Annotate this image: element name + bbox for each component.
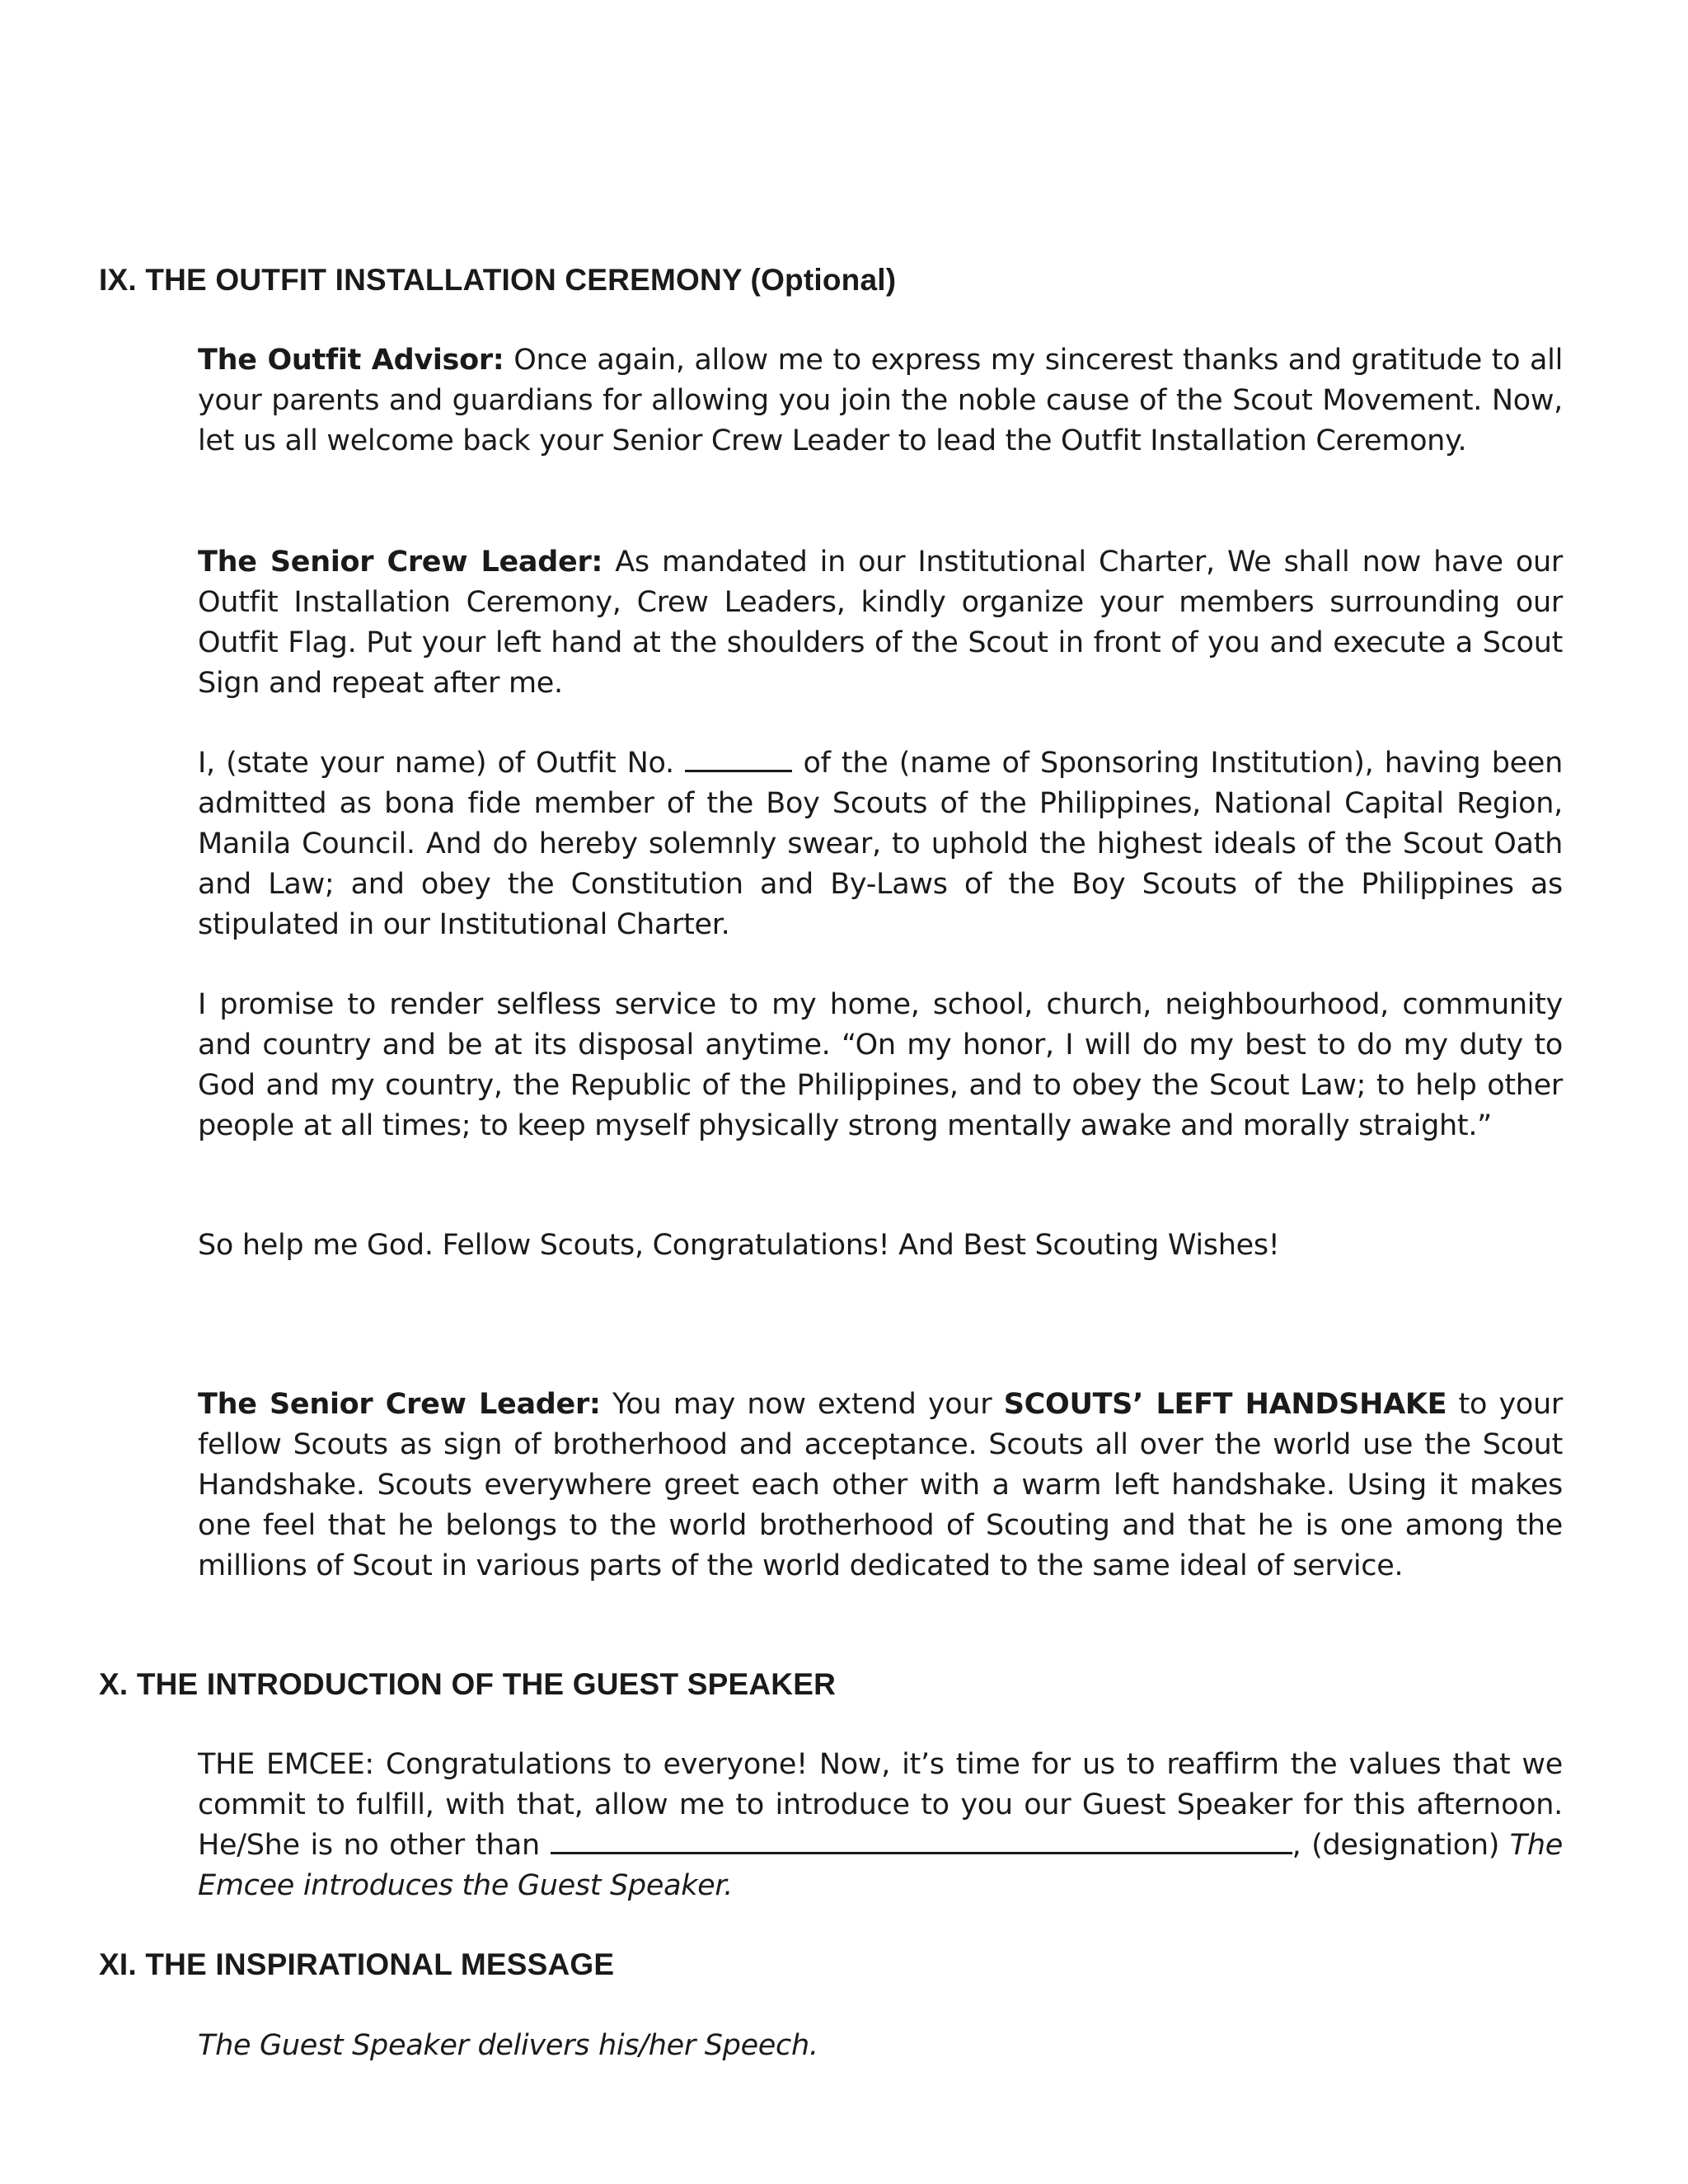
paragraph-text: to your fellow Scouts as sign of brotherhood and acceptance. Scouts all over the world use the Scout Handshake. Scouts everywhere greet each other with a warm left handshake. Using it makes one feel that he belongs to the world brotherhood of Scouting and that he is one among the millions of Scout in various parts of the world dedicated to the same ideal of service. (198, 1388, 1564, 1582)
closing-paragraph: So help me God. Fellow Scouts, Congratulations! And Best Scouting Wishes! (198, 1229, 1280, 1262)
emcee-paragraph (198, 1745, 1563, 1906)
outfit-advisor-paragraph (198, 340, 1563, 462)
promise-paragraph: I promise to render selfless service to my home, school, church, neighbourhood, community and country and be at its disposal anytime. “On my honor, I will do my best to do my duty to God and my country, the Republic of the Philippines, and to obey the Scout Law; to help other people at all times; to keep myself physically strong mentally awake and morally straight.” (198, 988, 1563, 1142)
senior-crew-leader-paragraph (198, 542, 1563, 704)
section-heading-ix: IX. THE OUTFIT INSTALLATION CEREMONY (Optional) (99, 263, 897, 297)
guest-speaker-name-blank (551, 1827, 1292, 1854)
outfit-number-blank (685, 745, 792, 772)
paragraph-text: THE EMCEE: Congratulations to everyone! Now, it’s time for us to reaffirm the values that we commit to fulfill, with that, allow me to introduce to you our Guest Speaker for this afternoon. He/She is no other than (198, 1748, 1563, 1862)
handshake-paragraph (198, 1385, 1563, 1586)
oath-paragraph (198, 743, 1563, 945)
handshake-emphasis: SCOUTS’ LEFT HANDSHAKE (1003, 1388, 1447, 1421)
speaker-label: The Senior Crew Leader: (198, 546, 603, 579)
paragraph-text: I, (state your name) of Outfit No. (198, 747, 686, 780)
guest-speech-direction: The Guest Speaker delivers his/her Speech. (198, 2029, 818, 2062)
section-heading-x: X. THE INTRODUCTION OF THE GUEST SPEAKER (99, 1667, 836, 1701)
paragraph-text: You may now extend your (600, 1388, 1004, 1421)
paragraph-text: , (designation) (1292, 1829, 1510, 1862)
paragraph-text: Once again, allow me to express my sincerest thanks and gratitude to all your parents and guardians for allowing you join the noble cause of the Scout Movement. Now, let us all welcome back your Senior Crew Leader to lead the Outfit Installation Ceremony. (198, 344, 1563, 457)
speaker-label: The Outfit Advisor: (198, 344, 504, 377)
stage-direction: The Emcee introduces the Guest Speaker. (198, 1829, 1563, 1902)
paragraph-text: of the (name of Sponsoring Institution), having been admitted as bona fide member of the Boy Scouts of the Philippines, National Capital Region, Manila Council. And do hereby solemnly swear, to uphold the highest ideals of the Scout Oath and Law; and obey the Constitution and By-Laws of the Boy Scouts of the Philippines as stipulated in our Institutional Charter. (198, 747, 1563, 941)
speaker-label: The Senior Crew Leader: (198, 1388, 601, 1421)
paragraph-text: As mandated in our Institutional Charter, We shall now have our Outfit Installation Ceremony, Crew Leaders, kindly organize your members surrounding our Outfit Flag. Put your left hand at the shoulders of the Scout in front of you and execute a Scout Sign and repeat after me. (198, 546, 1564, 700)
section-heading-xi: XI. THE INSPIRATIONAL MESSAGE (99, 1947, 615, 1981)
